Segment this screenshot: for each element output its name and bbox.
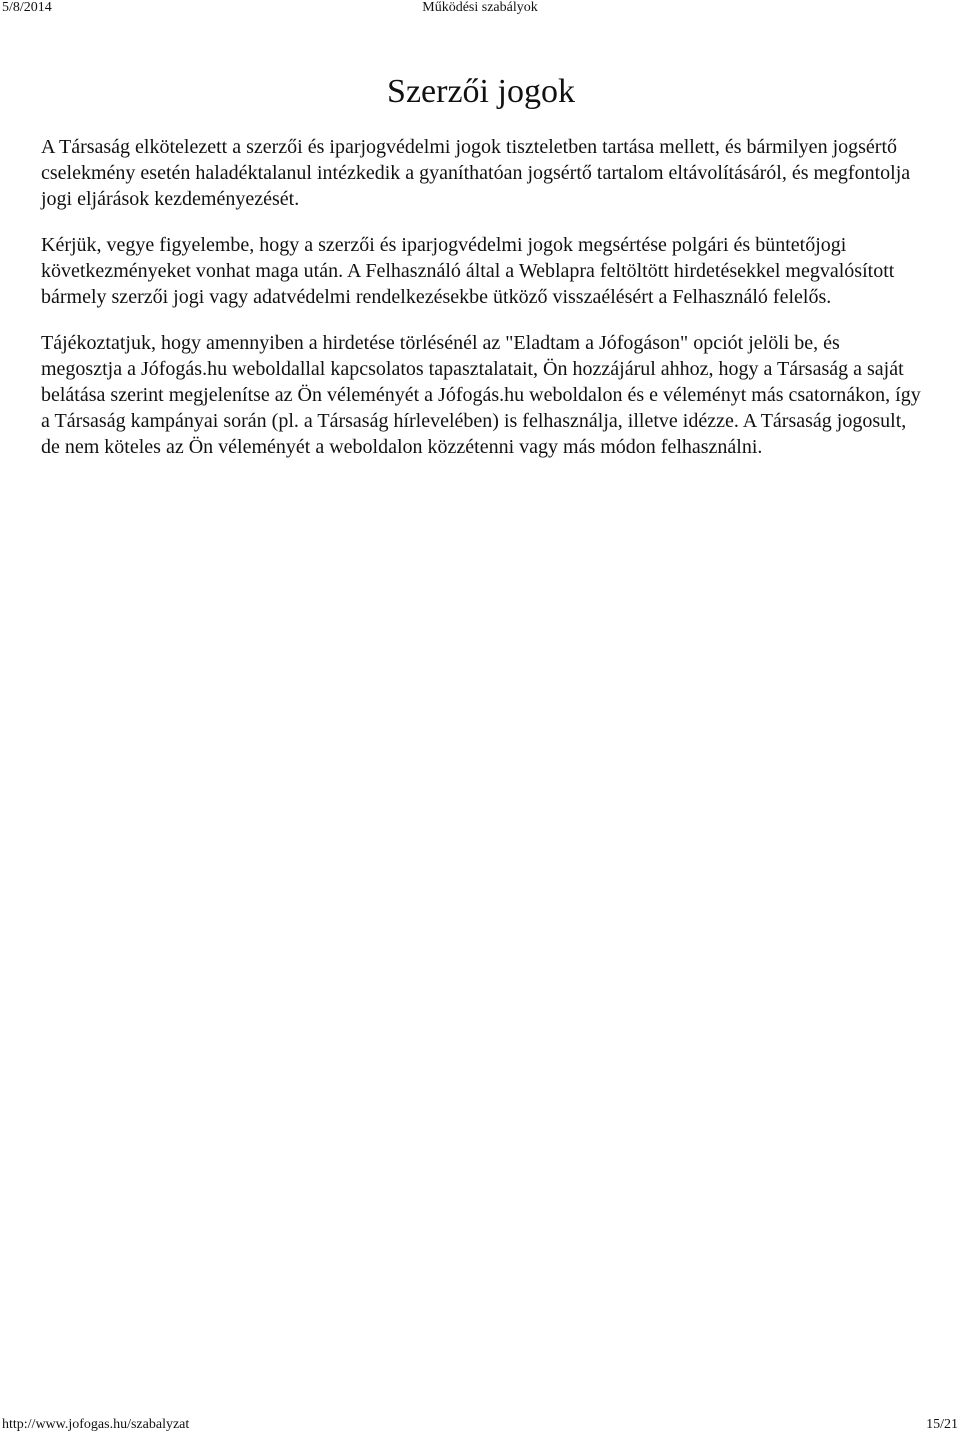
print-footer	[0, 1415, 960, 1435]
paragraph-opinion-usage: Tájékoztatjuk, hogy amennyiben a hirdetése törlésénél az "Eladtam a Jófogáson" opciót jelöli be, és megosztja a Jófogás.hu weboldallal kapcsolatos tapasztalatait, Ön hozzájárul ahhoz, hogy a Társaság a saját belátása szerint megjelenítse az Ön véleményét a Jófogás.hu weboldalon és e véleményt más csatornákon, így a Társaság kampányai során (pl. a Társaság hírlevelében) is felhasználja, illetve idézze. A Társaság jogosult, de nem köteles az Ön véleményét a weboldalon közzétenni vagy más módon felhasználni.	[41, 332, 921, 458]
source-url: http://www.jofogas.hu/szabalyzat	[2, 1417, 190, 1432]
paragraph-liability: Kérjük, vegye figyelembe, hogy a szerzői és iparjogvédelmi jogok megsértése polgári és büntetőjogi következményeket vonhat maga után. A Felhasználó által a Weblapra feltöltött hirdetésekkel megvalósított bármely szerzői jogi vagy adatvédelmi rendelkezésekbe ütköző visszaélésért a Felhasználó felelős.	[41, 234, 895, 308]
print-header	[0, 0, 960, 16]
print-document-title: Működési szabályok	[422, 0, 538, 15]
print-date: 5/8/2014	[2, 0, 52, 15]
page-number: 15/21	[926, 1417, 958, 1432]
paragraph-commitment: A Társaság elkötelezett a szerzői és iparjogvédelmi jogok tiszteletben tartása mellett, és bármilyen jogsértő cselekmény esetén haladéktalanul intézkedik a gyaníthatóan jogsértő tartalom eltávolításáról, és megfontolja jogi eljárások kezdeményezését.	[41, 136, 911, 210]
article	[41, 70, 921, 480]
page-title: Szerzői jogok	[387, 73, 575, 110]
